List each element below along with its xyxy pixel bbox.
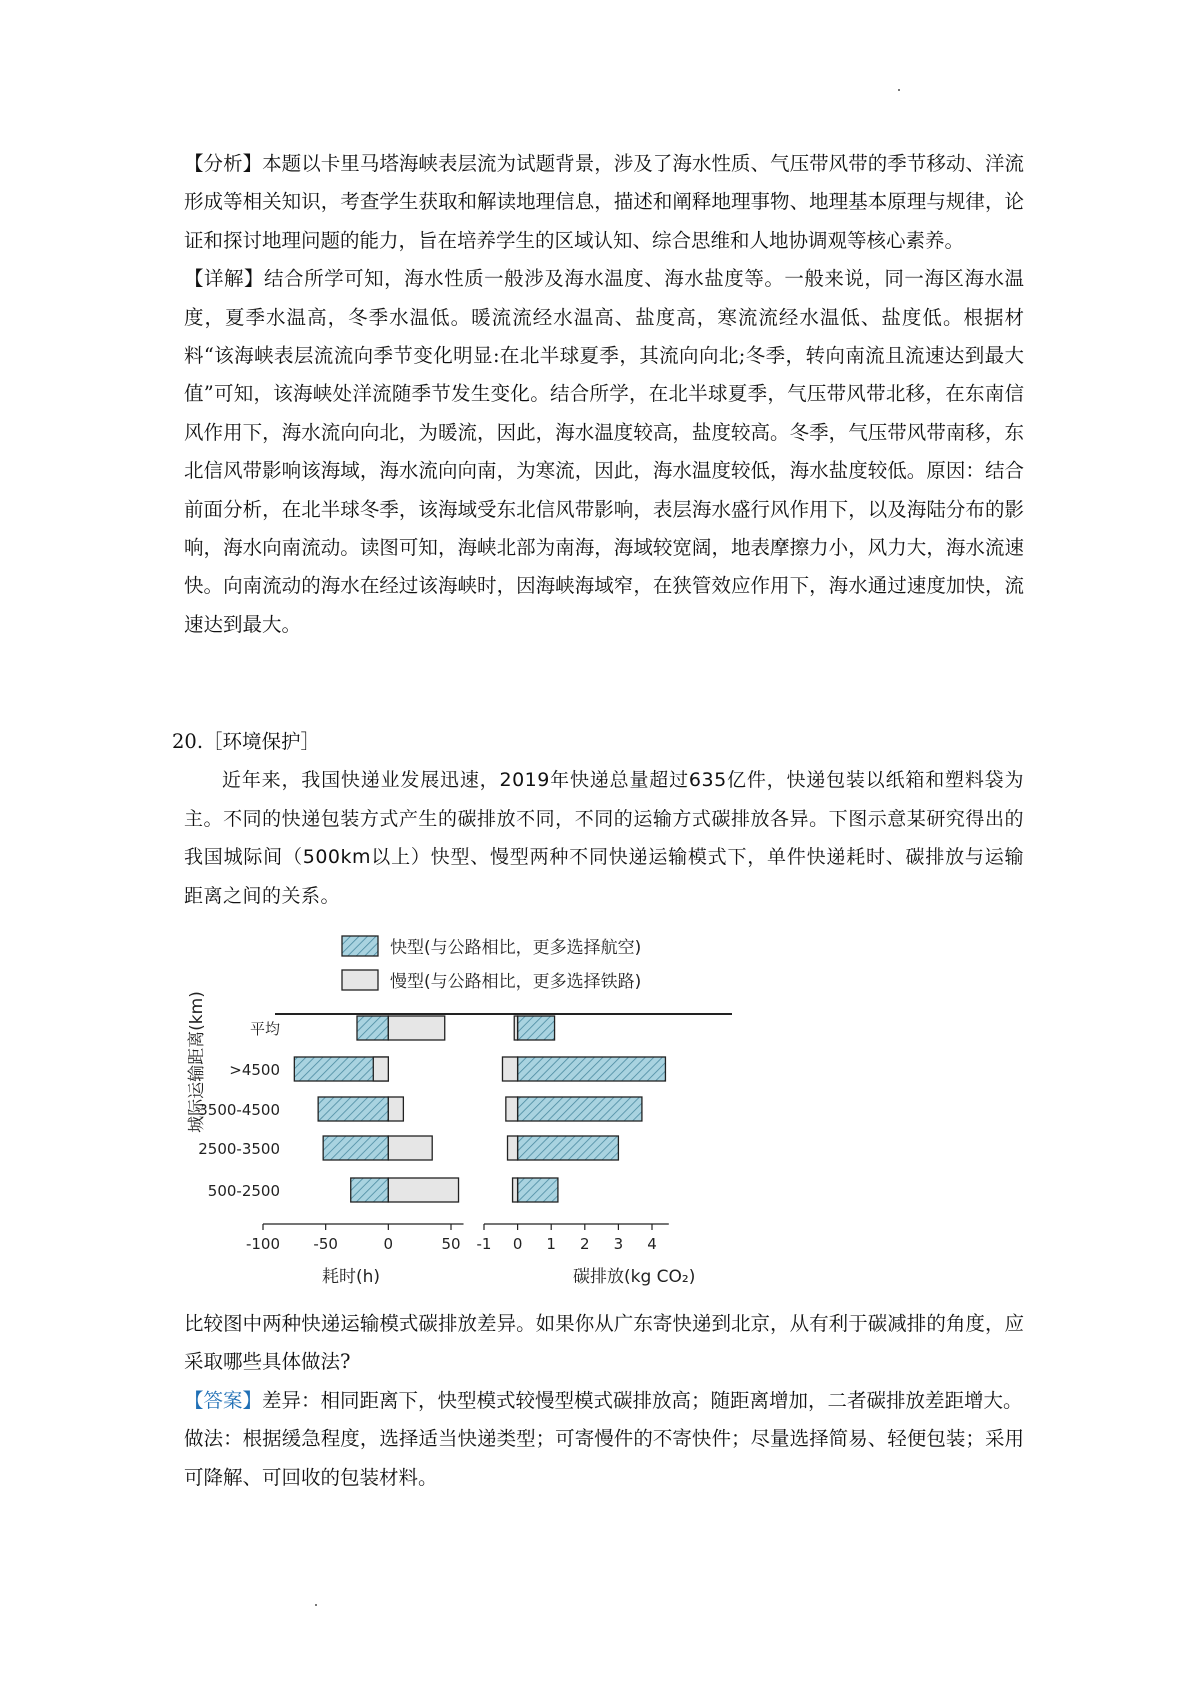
- bar-1-0-0: [518, 1016, 555, 1040]
- bar-1-1-0: [514, 1016, 517, 1040]
- detail-tag: 【详解】: [184, 267, 265, 291]
- bar-0-0-3: [323, 1136, 388, 1160]
- answer-text: 差异：相同距离下，快型模式较慢型模式碳排放高；随距离增加，二者碳排放差距增大。: [262, 1388, 1023, 1412]
- category-label-3: 2500-3500: [198, 1140, 280, 1158]
- detail-paragraph: [184, 260, 1024, 644]
- bar-1-1-3: [508, 1136, 518, 1160]
- bar-1-0-1: [518, 1057, 666, 1081]
- question-number: 20.［环境保护］: [172, 730, 321, 753]
- legend-label-0: 快型(与公路相比，更多选择航空): [390, 938, 642, 958]
- question-material: 近年来，我国快递业发展迅速，2019年快递总量超过635亿件，快递包装以纸箱和塑料袋为主。不同的快递包装方式产生的碳排放不同，不同的运输方式碳排放各异。下图示意某研究得出的我国城际间（500km以上）快型、慢型两种不同快递运输模式下，单件快递耗时、碳排放与运输距离之间的关系。: [184, 769, 1024, 907]
- tick-label-0-1: -50: [313, 1235, 338, 1253]
- bar-0-1-0: [388, 1016, 444, 1040]
- legend-label-1: 慢型(与公路相比，更多选择铁路): [390, 972, 642, 992]
- bar-0-0-4: [351, 1178, 389, 1202]
- category-label-0: 平均: [249, 1020, 280, 1038]
- bar-1-0-4: [518, 1178, 558, 1202]
- question-prompt: 比较图中两种快递运输模式碳排放差异。如果你从广东寄快递到北京，从有利于碳减排的角度，应采取哪些具体做法?: [184, 1312, 1024, 1374]
- bar-1-1-2: [506, 1097, 518, 1121]
- legend-swatch-0: [342, 936, 378, 956]
- analysis-paragraph: [184, 145, 1024, 260]
- category-label-2: 3500-4500: [198, 1101, 280, 1119]
- bar-0-0-0: [357, 1016, 388, 1040]
- legend-swatch-1: [342, 970, 378, 990]
- carbon-panel: [477, 1016, 669, 1253]
- category-label-4: 500-2500: [207, 1182, 280, 1200]
- bar-1-1-4: [513, 1178, 518, 1202]
- answer-section: [184, 1305, 1024, 1497]
- x-axis-title-left: 耗时(h): [322, 1267, 381, 1287]
- analysis-tag: 【分析】: [184, 152, 263, 175]
- analysis-text: 本题以卡里马塔海峡表层流为试题背景，涉及了海水性质、气压带风带的季节移动、洋流形成等相关知识，考查学生获取和解读地理信息，描述和阐释地理事物、地理基本原理与规律，论证和探讨地理问题的能力，旨在培养学生的区域认知、综合思维和人地协调观等核心素养。: [184, 152, 1024, 252]
- tick-label-0-0: -100: [245, 1235, 281, 1253]
- method-paragraph: 做法：根据缓急程度，选择适当快递类型；可寄慢件的不寄快件；尽量选择简易、轻便包装；采用可降解、可回收的包装材料。: [184, 1427, 1024, 1489]
- bar-1-0-3: [518, 1136, 619, 1160]
- tick-label-1-4: 3: [613, 1235, 624, 1253]
- bar-1-0-2: [518, 1097, 642, 1121]
- express-chart: [180, 928, 740, 1300]
- tick-label-1-1: 0: [512, 1235, 523, 1253]
- scan-dot-top: [898, 89, 900, 91]
- bar-0-0-2: [318, 1097, 388, 1121]
- x-axis-title-right: 碳排放(kg CO₂): [573, 1267, 696, 1287]
- category-labels: [198, 1020, 280, 1200]
- tick-label-1-3: 2: [580, 1235, 590, 1253]
- y-axis-title: 城际运输距离(km): [187, 991, 207, 1133]
- analysis-section: [184, 145, 1024, 644]
- tick-label-1-5: 4: [647, 1235, 657, 1253]
- tick-label-1-2: 1: [546, 1235, 556, 1253]
- bar-0-1-1: [373, 1057, 388, 1081]
- question-section: [172, 723, 1024, 915]
- tick-label-0-2: 0: [383, 1235, 394, 1253]
- scan-dot-bottom: [315, 1604, 317, 1606]
- bar-0-1-2: [388, 1097, 403, 1121]
- answer-paragraph: [184, 1382, 1024, 1420]
- bar-0-1-4: [388, 1178, 458, 1202]
- chart-legend: [342, 936, 641, 992]
- time-panel: [246, 1016, 464, 1253]
- answer-tag: 【答案】: [184, 1388, 263, 1412]
- bar-0-1-3: [388, 1136, 432, 1160]
- tick-label-1-0: -1: [476, 1235, 492, 1253]
- bar-1-1-1: [502, 1057, 517, 1081]
- tick-label-0-3: 50: [441, 1235, 461, 1253]
- category-label-1: >4500: [229, 1061, 280, 1079]
- detail-text: 结合所学可知，海水性质一般涉及海水温度、海水盐度等。一般来说，同一海区海水温度，夏季水温高，冬季水温低。暖流流经水温高、盐度高，寒流流经水温低、盐度低。根据材料“该海峡表层流流向季节变化明显:在北半球夏季，其流向向北;冬季，转向南流且流速达到最大值”可知，该海峡处洋流随季节发生变化。结合所学，在北半球夏季，气压带风带北移，在东南信风作用下，海水流向向北，为暖流，因此，海水温度较高，盐度较高。冬季，气压带风带南移，东北信风带影响该海域，海水流向向南，为寒流，因此，海水温度较低，海水盐度较低。原因：结合前面分析，在北半球冬季，该海域受东北信风带影响，表层海水盛行风作用下，以及海陆分布的影响，海水向南流动。读图可知，海峡北部为南海，海域较宽阔，地表摩擦力小，风力大，海水流速快。向南流动的海水在经过该海峡时，因海峡海域窄，在狭管效应作用下，海水通过速度加快，流速达到最大。: [184, 267, 1024, 636]
